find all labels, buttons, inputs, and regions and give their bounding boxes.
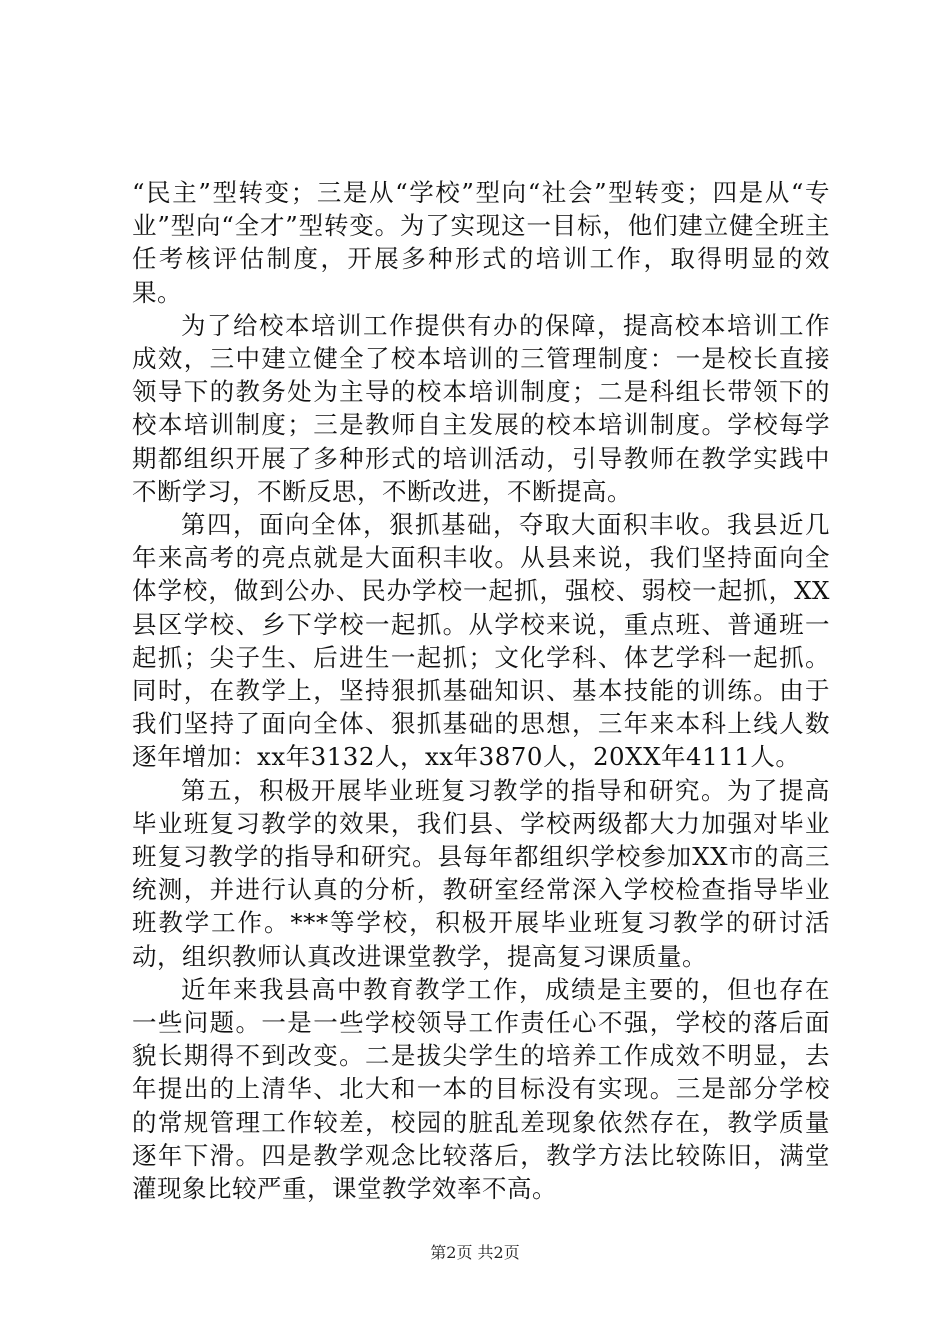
paragraph-fourth-point: 第四，面向全体，狠抓基础，夺取大面积丰收。我县近几年来高考的亮点就是大面积丰收。从县来说，我们坚持面向全体学校，做到公办、民办学校一起抓，强校、弱校一起抓，XX县区学校、乡下学校一起抓。从学校来说，重点班、普通班一起抓；尖子生、后进生一起抓；文化学科、体艺学科一起抓。同时，在教学上，坚持狠抓基础知识、基本技能的训练。由于我们坚持了面向全体、狠抓基础的思想，三年来本科上线人数逐年增加：xx年3132人，xx年3870人，20XX年4111人。	[132, 510, 830, 772]
page-footer: 第2页 共2页	[430, 1243, 520, 1262]
paragraph-training-system: 为了给校本培训工作提供有办的保障，提高校本培训工作成效，三中建立健全了校本培训的三管理制度：一是校长直接领导下的教务处为主导的校本培训制度；二是科组长带领下的校本培训制度；三是教师自主发展的校本培训制度。学校每学期都组织开展了多种形式的培训活动，引导教师在教学实践中不断学习，不断反思，不断改进，不断提高。	[132, 310, 830, 506]
paragraph-fifth-point: 第五，积极开展毕业班复习教学的指导和研究。为了提高毕业班复习教学的效果，我们县、学校两级都大力加强对毕业班复习教学的指导和研究。县每年都组织学校参加XX市的高三统测，并进行认真的分析，教研室经常深入学校检查指导毕业班教学工作。***等学校，积极开展毕业班复习教学的研讨活动，组织教师认真改进课堂教学，提高复习课质量。	[132, 775, 830, 971]
document-body	[132, 176, 830, 1205]
paragraph-continuation: “民主”型转变；三是从“学校”型向“社会”型转变；四是从“专业”型向“全才”型转变。为了实现这一目标，他们建立健全班主任考核评估制度，开展多种形式的培训工作，取得明显的效果。	[132, 178, 830, 307]
paragraph-problems: 近年来我县高中教育教学工作，成绩是主要的，但也存在一些问题。一是一些学校领导工作责任心不强，学校的落后面貌长期得不到改变。二是拔尖学生的培养工作成效不明显，去年提出的上清华、北大和一本的目标没有实现。三是部分学校的常规管理工作较差，校园的脏乱差现象依然存在，教学质量逐年下滑。四是教学观念比较落后，教学方法比较陈旧，满堂灌现象比较严重，课堂教学效率不高。	[132, 974, 830, 1204]
